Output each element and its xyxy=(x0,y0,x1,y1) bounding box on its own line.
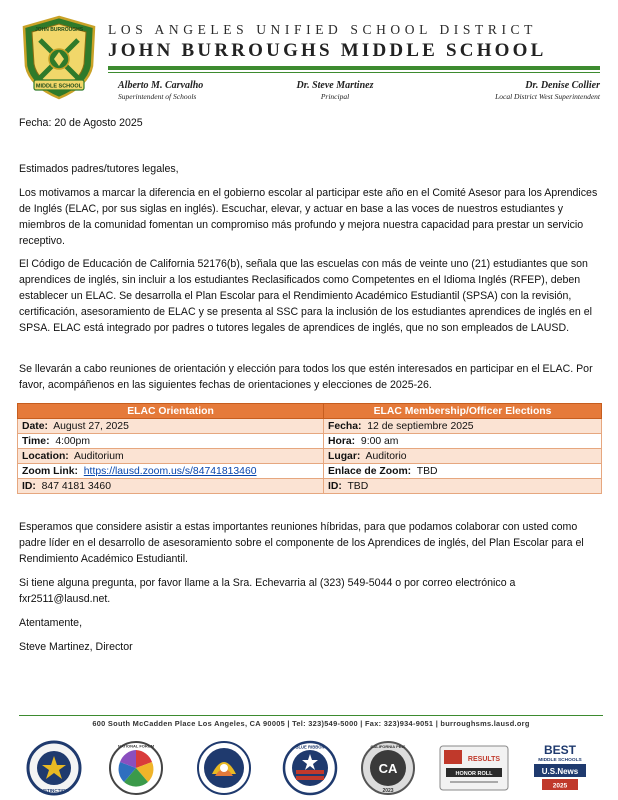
table-row xyxy=(18,434,602,449)
cell-value: 4:00pm xyxy=(55,435,90,447)
school-crest-logo xyxy=(20,14,98,100)
cell-label: Location: xyxy=(22,450,69,462)
table-cell xyxy=(18,419,324,434)
letter-greeting: Estimados padres/tutores legales, xyxy=(19,163,179,175)
table-row xyxy=(18,479,602,494)
svg-text:CA: CA xyxy=(378,761,398,776)
paragraph-intro: Los motivamos a marcar la diferencia en el gobierno escolar al participar este año en el Comité Asesor para los Aprendices de Inglés (ELAC, por sus siglas en inglés). Escuchar, elevar, y actuar en base a las voces de nuestros estudiantes y miembros de la comunidad fomentan un compromiso más profundo y mejora nuestra capacidad para prestar un servicio receptivo. xyxy=(19,187,598,247)
header-divider-thin xyxy=(108,72,600,73)
table-cell xyxy=(18,449,324,464)
cell-value: TBD xyxy=(416,465,438,477)
distinction-badge-text: DISTINCTION xyxy=(39,788,69,793)
cell-value: Auditorium xyxy=(73,450,124,462)
official-name: Dr. Denise Collier xyxy=(525,80,600,91)
orientation-header: ELAC Orientation xyxy=(18,404,324,419)
district-name: LOS ANGELES UNIFIED SCHOOL DISTRICT xyxy=(108,22,538,37)
paragraph-meetings: Se llevarán a cabo reuniones de orientación y elección para todos los que estén interesados en participar en el ELAC. Por favor, acompáñenos en las siguientes fechas de orientaciones y elecciones de 2025-26. xyxy=(19,363,593,391)
zoom-link[interactable]: https://lausd.zoom.us/s/84741813460 xyxy=(83,465,257,477)
table-cell xyxy=(324,434,602,449)
paragraph-education-code: El Código de Educación de California 52176(b), señala que las escuelas con más de veinte uno (21) estudiantes que son aprendices de inglés, sin incluir a los estudiantes Reclasificados como Competentes en el Idioma Inglés (RFEP), deben establecer un ELAC. Se desarrolla el Plan Escolar para el Rendimiento Académico Estudiantil (SPSA) con la revisión, certificación, asesoramiento de ELAC y se presenta al SSC para la inclusión de los estudiantes aprendices de inglés en el SPSA. ELAC está integrado por padres o tutores legales de aprendices de inglés, que no son empleados de LAUSD. xyxy=(19,258,592,334)
letter-date: Fecha: 20 de Agosto 2025 xyxy=(19,117,143,129)
blue-ribbon-text: BLUE RIBBON xyxy=(295,744,325,750)
national-forum-text: NATIONAL FORUM xyxy=(117,743,155,749)
letter-signer: Steve Martinez, Director xyxy=(19,641,133,653)
cell-label: Zoom Link: xyxy=(22,465,78,477)
table-cell xyxy=(324,464,602,479)
table-row xyxy=(18,464,602,479)
official-title: Local District West Superintendent xyxy=(495,92,600,101)
middle-schools-text: MIDDLE SCHOOLS xyxy=(538,758,582,763)
table-row xyxy=(18,419,602,434)
footer-address: 600 South McCadden Place Los Angeles, CA 90005 | Tel: 323)549-5000 | Fax: 323)934-9051 | burroughsms.lausd.org xyxy=(92,719,530,728)
official-principal xyxy=(270,80,400,101)
official-name: Alberto M. Carvalho xyxy=(118,80,204,91)
cell-value: 9:00 am xyxy=(360,435,399,447)
cell-value: 12 de septiembre 2025 xyxy=(367,420,474,432)
cell-label: Time: xyxy=(22,435,50,447)
cell-value: August 27, 2025 xyxy=(53,420,129,432)
cell-value: Auditorio xyxy=(365,450,407,462)
table-cell xyxy=(18,479,324,494)
cell-label: ID: xyxy=(22,480,36,492)
cell-label: Date: xyxy=(22,420,48,432)
elections-header: ELAC Membership/Officer Elections xyxy=(324,404,602,419)
cell-value: TBD xyxy=(347,480,369,492)
meeting-schedule-table xyxy=(17,403,602,494)
school-name: JOHN BURROUGHS MIDDLE SCHOOL xyxy=(108,40,547,61)
official-local-superintendent xyxy=(430,80,600,101)
table-row xyxy=(18,449,602,464)
crest-ribbon-text: MIDDLE SCHOOL xyxy=(35,83,83,90)
paragraph-invitation: Esperamos que considere asistir a estas importantes reuniones híbridas, para que podamos colaborar con usted como padre líder en el desarrollo de asesoramiento sobre el componente de los Aprendices de inglés, del Plan Escolar para el Rendimiento Académico Estudiantil. xyxy=(19,521,584,565)
california-pbis-badge xyxy=(360,740,416,796)
pbis-text: CALIFORNIA PBIS xyxy=(370,744,406,749)
official-title: Principal xyxy=(320,92,350,101)
national-forum-badge xyxy=(108,740,164,796)
results-honor-roll-badge xyxy=(434,740,514,796)
cell-label: Lugar: xyxy=(328,450,361,462)
footer-divider xyxy=(19,715,603,716)
usnews-best-middle-schools-badge xyxy=(528,740,592,796)
official-title: Superintendent of Schools xyxy=(118,92,197,101)
official-name: Dr. Steve Martinez xyxy=(296,80,374,91)
table-cell xyxy=(324,449,602,464)
letter-closing: Atentamente, xyxy=(19,617,83,629)
cell-label: Enlace de Zoom: xyxy=(328,465,412,477)
distinction-badge xyxy=(26,740,82,796)
cell-label: Hora: xyxy=(328,435,356,447)
best-text: BEST xyxy=(543,743,577,757)
pbis-year: 2023 xyxy=(382,788,394,794)
school-of-character-badge xyxy=(196,740,252,796)
cell-label: ID: xyxy=(328,480,342,492)
results-text: RESULTS xyxy=(467,756,501,763)
usnews-year: 2025 xyxy=(552,782,568,790)
honor-roll-text: HONOR ROLL xyxy=(455,771,493,777)
paragraph-contact: Si tiene alguna pregunta, por favor llame a la Sra. Echevarria al (323) 549-5044 o por correo electrónico a fxr2511@lausd.net. xyxy=(19,577,516,605)
crest-text: JOHN BURROUGHS xyxy=(34,27,84,33)
table-cell xyxy=(18,464,324,479)
cell-value: 847 4181 3460 xyxy=(41,480,111,492)
cell-label: Fecha: xyxy=(328,420,362,432)
official-superintendent xyxy=(118,80,268,101)
table-cell xyxy=(324,479,602,494)
usnews-text: U.S.News xyxy=(541,767,579,776)
table-header-row xyxy=(18,404,602,419)
table-cell xyxy=(324,419,602,434)
blue-ribbon-badge xyxy=(282,740,338,796)
table-cell xyxy=(18,434,324,449)
header-divider xyxy=(108,66,600,70)
